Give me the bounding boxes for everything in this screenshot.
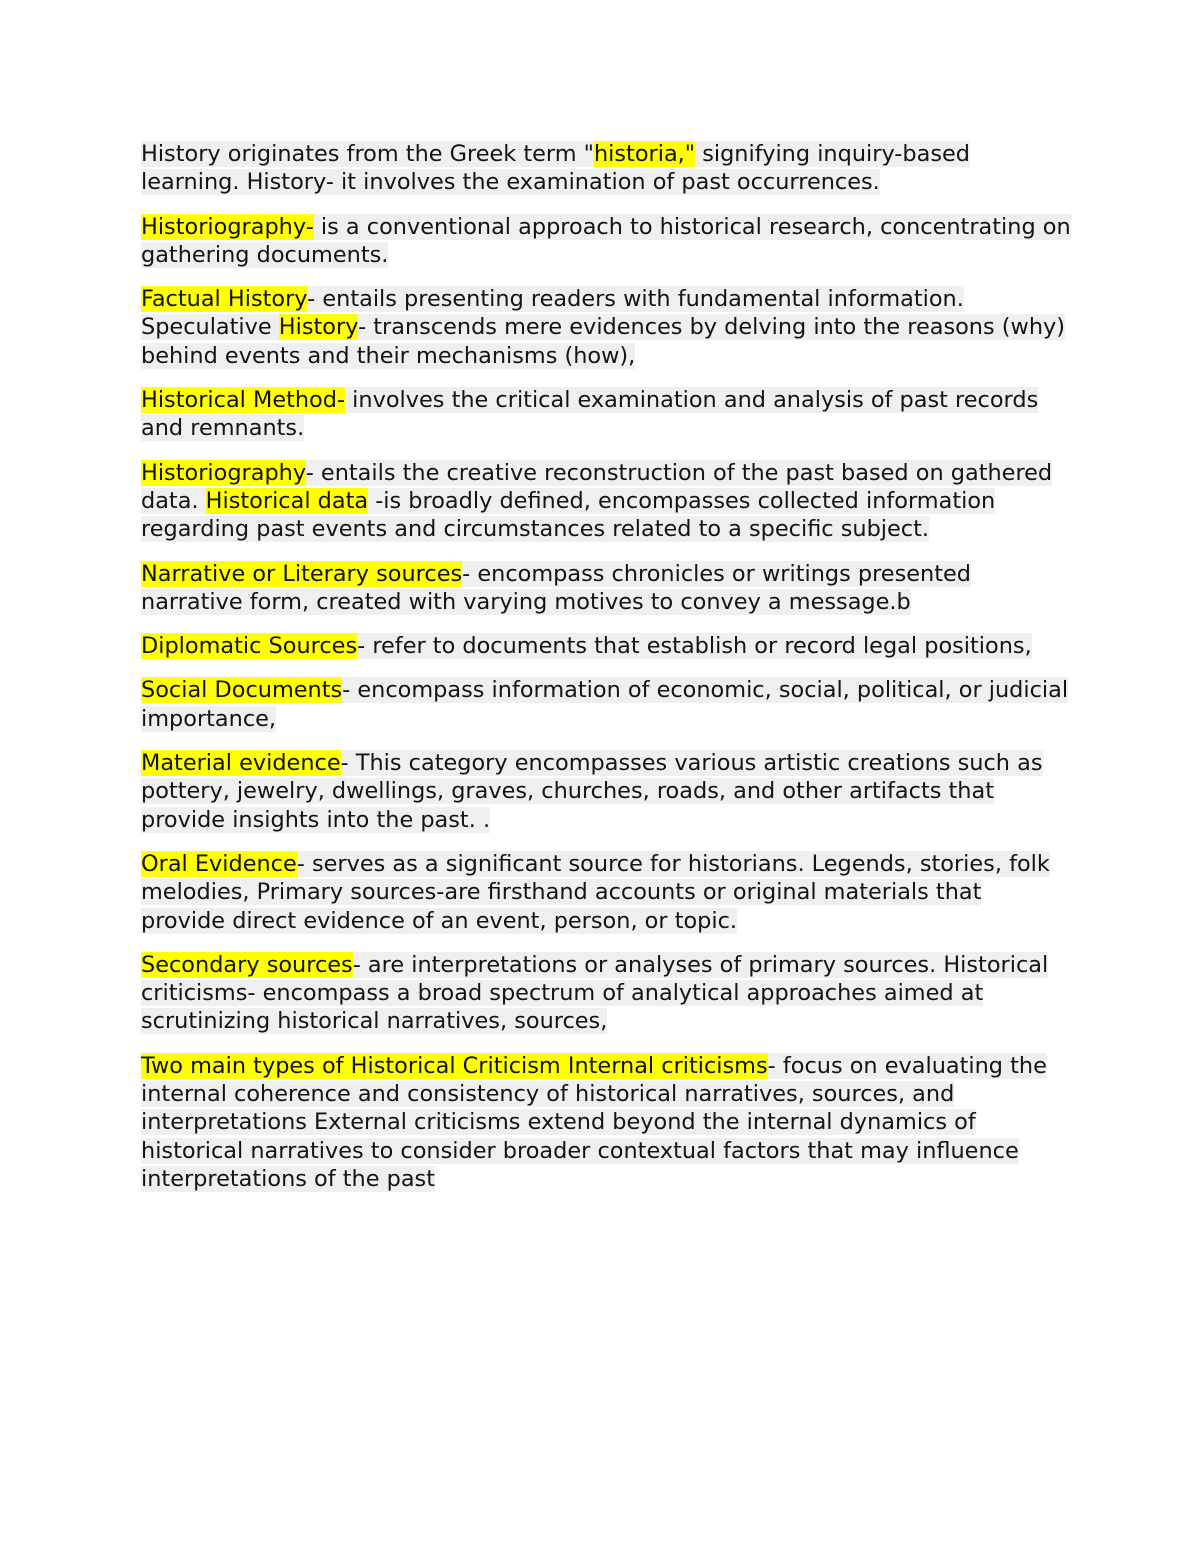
highlighted-term: Historical Method-	[141, 387, 346, 414]
paragraph	[141, 951, 1071, 1036]
paragraph	[141, 676, 1071, 733]
body-text: -is broadly defined, encompasses collected information regarding past events and circumstances related to a specific subject.	[141, 487, 996, 543]
paragraph	[141, 749, 1071, 834]
paragraph	[141, 285, 1071, 370]
paragraph	[141, 213, 1071, 270]
body-text: involves the critical examination and analysis of past records and remnants.	[141, 387, 1039, 442]
document-body	[141, 140, 1071, 1209]
highlighted-term: Factual History	[141, 286, 308, 313]
highlighted-term: Two main types of Historical Criticism Internal criticisms	[141, 1052, 768, 1079]
body-text: signifying inquiry-based learning. History- it involves the examination of past occurrences.	[141, 141, 970, 196]
body-text: - encompass chronicles or writings presented narrative form, created with varying motives to convey a message.b	[141, 560, 971, 615]
highlighted-term: historia,"	[593, 141, 696, 167]
body-text: - refer to documents that establish or record legal positions,	[357, 633, 1032, 660]
highlighted-term: Diplomatic Sources	[141, 633, 358, 660]
paragraph	[141, 632, 1071, 660]
body-text: - entails presenting readers with fundamental information. Speculative	[141, 286, 964, 341]
paragraph	[141, 560, 1071, 617]
body-text: History originates from the Greek term "	[141, 141, 594, 167]
highlighted-term: History	[278, 314, 359, 341]
highlighted-term: Secondary sources	[141, 951, 353, 978]
body-text: - entails the creative reconstruction of the past based on gathered data.	[141, 459, 1053, 514]
body-text: - encompass information of economic, social, political, or judicial importance,	[141, 677, 1069, 732]
body-text: is a conventional approach to historical research, concentrating on gathering documents.	[141, 213, 1071, 268]
paragraph	[141, 1052, 1071, 1193]
paragraph	[141, 850, 1071, 935]
body-text: - serves as a significant source for historians. Legends, stories, folk melodies, Primary sources-are firsthand accounts or original materials that provide direct evidence of an event, person, or topic.	[141, 850, 1050, 934]
highlighted-term: Narrative or Literary sources	[141, 560, 463, 587]
highlighted-term: Material evidence	[141, 750, 341, 777]
body-text: - This category encompasses various artistic creations such as pottery, jewelry, dwellings, graves, churches, roads, and other artifacts that provide insights into the past. .	[141, 750, 1043, 833]
highlighted-term: Historiography	[141, 459, 306, 486]
paragraph	[141, 459, 1071, 544]
highlighted-term: Historical data	[205, 487, 369, 514]
highlighted-term: Historiography-	[141, 213, 314, 240]
highlighted-term: Social Documents	[141, 677, 343, 704]
paragraph	[141, 140, 1071, 197]
body-text: - focus on evaluating the internal coherence and consistency of historical narratives, sources, and interpretations External criticisms extend beyond the internal dynamics of historical narratives to consider broader contextual factors that may influence interpretations of the past	[141, 1052, 1047, 1192]
highlighted-term: Oral Evidence	[141, 850, 297, 877]
body-text: - transcends mere evidences by delving into the reasons (why) behind events and their mechanisms (how),	[141, 314, 1066, 369]
paragraph	[141, 386, 1071, 443]
body-text: - are interpretations or analyses of primary sources. Historical criticisms- encompass a broad spectrum of analytical approaches aimed at scrutinizing historical narratives, sources,	[141, 951, 1049, 1035]
